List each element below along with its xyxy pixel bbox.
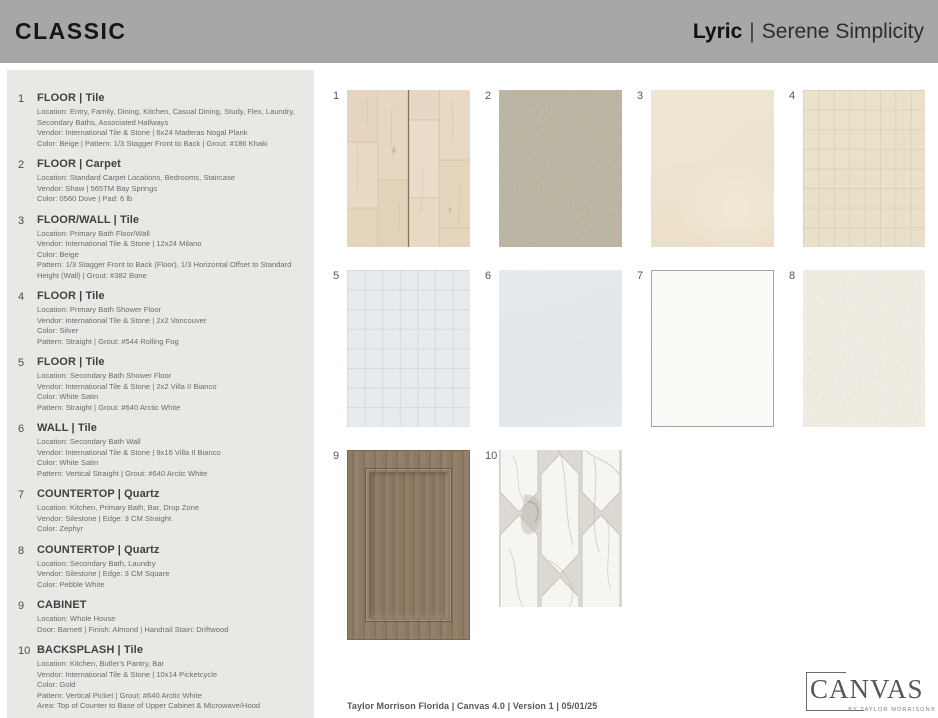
spec-detail: Color: Beige | Pattern: 1/3 Stagger Front to Back | Grout: #186 Khaki (37, 138, 268, 148)
swatch-number: 7 (637, 270, 644, 282)
spec-item-8 (15, 544, 300, 591)
palette-tagline: Serene Simplicity (761, 19, 924, 43)
carpet-texture-image (499, 90, 622, 247)
spec-number: 6 (18, 423, 25, 435)
spec-detail: Location: Secondary Bath Shower Floor (37, 371, 172, 380)
spec-title: COUNTERTOP | Quartz (37, 488, 160, 500)
swatch-6-villa-bianco-wall-tile (485, 270, 622, 427)
spec-detail: Vendor: International Tile & Stone | 9x16 Villa II Bianco (37, 447, 221, 457)
spec-item-5 (15, 356, 300, 413)
palette-name: Lyric (692, 19, 743, 43)
beige-mosaic-texture-image (803, 90, 925, 247)
spec-number: 4 (18, 291, 25, 303)
swatch-9-cabinet-door (333, 450, 470, 640)
swatch-number: 6 (485, 270, 492, 282)
logo-wordmark: CANVAS (810, 674, 924, 704)
spec-detail: Vendor: Shaw | 565TM Bay Springs (37, 183, 158, 193)
spec-detail: Location: Entry, Family, Dining, Kitchen, Casual Dining, Study, Flex, Laundry, Secondary Baths, Associated Hallways (37, 107, 295, 127)
header-bar (0, 0, 938, 63)
cabinet-center-panel (369, 472, 448, 618)
beige-tile-texture-image (651, 90, 774, 247)
spec-detail: Location: Kitchen, Butler's Pantry, Bar (37, 659, 165, 668)
spec-detail: Color: White Satin (37, 392, 99, 401)
spec-detail: Location: Primary Bath Shower Floor (37, 305, 162, 314)
swatch-number: 1 (333, 90, 340, 102)
spec-detail: Location: Whole House (37, 614, 116, 623)
swatch-number: 3 (637, 90, 644, 102)
spec-title: FLOOR | Tile (37, 290, 105, 302)
spec-detail: Color: 0560 Dove | Pad: 6 lb (37, 194, 133, 203)
spec-detail: Location: Secondary Bath, Laundry (37, 558, 156, 568)
spec-detail: Color: Beige (37, 249, 79, 259)
spec-detail: Vendor: Silestone | Edge: 3 CM Straight (37, 513, 172, 523)
spec-title: WALL | Tile (37, 422, 97, 434)
spec-item-2 (15, 158, 300, 205)
swatch-7-zephyr-quartz (637, 270, 774, 427)
swatch-2-bay-springs-carpet (485, 90, 622, 247)
canvas-logo (806, 670, 936, 716)
palette-title (693, 20, 924, 44)
spec-detail: Pattern: 1/3 Stagger Front to Back (Floor), 1/3 Horizontal Offset to Standard Height (Wall) | Grout: #382 Bone (37, 260, 292, 280)
footer-document-info: Taylor Morrison Florida | Canvas 4.0 | Version 1 | 05/01/25 (347, 701, 598, 711)
swatch-number: 10 (485, 450, 498, 462)
swatch-number: 4 (789, 90, 796, 102)
spec-detail: Color: White Satin (37, 458, 99, 467)
spec-title: FLOOR/WALL | Tile (37, 213, 140, 226)
logo-byline: BY TAYLOR MORRISON® (848, 707, 936, 713)
spec-item-7 (15, 488, 300, 535)
logo-frame-line (806, 672, 807, 711)
spec-detail: Vendor: International Tile & Stone | 2x2 Villa II Bianco (37, 381, 217, 391)
spec-item-9 (15, 599, 300, 635)
swatch-8-pebble-white-quartz (789, 270, 925, 427)
spec-detail: Vendor: International Tile & Stone | 6x24 Maderas Nogal Plank (37, 128, 248, 137)
spec-number: 7 (18, 489, 25, 501)
spec-number: 10 (18, 645, 31, 657)
spec-detail: Pattern: Straight | Grout: #544 Rolling Fog (37, 336, 179, 346)
swatch-board (314, 63, 938, 718)
white-mosaic-texture-image (347, 270, 470, 427)
picket-mosaic-texture-image (499, 450, 622, 607)
spec-detail: Location: Standard Carpet Locations, Bedrooms, Staircase (37, 173, 235, 182)
spec-detail: Location: Kitchen, Primary Bath, Bar, Drop Zone (37, 503, 200, 512)
swatch-number: 5 (333, 270, 340, 282)
spec-detail: Vendor: International Tile & Stone | 10x14 Picketcycle (37, 669, 218, 679)
swatch-5-villa-bianco-mosaic (333, 270, 470, 427)
spec-title: FLOOR | Tile (37, 356, 105, 368)
spec-number: 2 (18, 159, 25, 171)
spec-detail: Location: Secondary Bath Wall (37, 437, 141, 446)
cabinet-door-texture-image (347, 450, 470, 640)
palette-separator: | (749, 19, 755, 43)
spec-number: 1 (18, 93, 25, 105)
spec-detail: Location: Primary Bath Floor/Wall (37, 228, 150, 238)
spec-detail: Color: Zephyr (37, 524, 84, 533)
spec-detail: Color: Pebble White (37, 579, 105, 589)
spec-title: FLOOR | Tile (37, 92, 105, 104)
swatch-number: 9 (333, 450, 340, 462)
white-quartz-texture-image (651, 270, 774, 427)
swatch-number: 8 (789, 270, 796, 282)
spec-sidebar (7, 70, 314, 718)
spec-detail: Vendor: Silestone | Edge: 3 CM Square (37, 569, 170, 578)
swatch-1-maderas-nogal-plank (333, 90, 470, 247)
spec-title: FLOOR | Carpet (37, 158, 121, 170)
spec-detail: Pattern: Vertical Straight | Grout: #640 Arctic White (37, 468, 208, 478)
spec-item-6 (15, 422, 300, 479)
spec-detail: Vendor: International Tile & Stone | 12x24 Milano (37, 239, 202, 248)
speckled-quartz-texture-image (803, 270, 925, 427)
spec-item-1 (15, 92, 300, 149)
spec-detail: Area: Top of Counter to Base of Upper Cabinet & Microwave/Hood (37, 701, 261, 710)
spec-detail: Color: Silver (37, 326, 79, 335)
spec-detail: Vendor: International Tile & Stone | 2x2 Vancouver (37, 315, 207, 325)
spec-item-3 (15, 214, 300, 282)
swatch-3-milano-tile (637, 90, 774, 247)
spec-item-4 (15, 290, 300, 347)
spec-title: BACKSPLASH | Tile (37, 644, 144, 656)
spec-number: 8 (18, 544, 25, 557)
spec-title: COUNTERTOP | Quartz (37, 543, 160, 556)
spec-title: CABINET (37, 599, 87, 611)
spec-number: 9 (18, 600, 25, 612)
spec-detail: Pattern: Vertical Picket | Grout: #640 Arctic White (37, 690, 202, 700)
swatch-10-picket-mosaic (485, 450, 622, 607)
white-tile-texture-image (499, 270, 622, 427)
swatch-4-vancouver-mosaic (789, 90, 925, 247)
collection-title: CLASSIC (15, 18, 127, 44)
spec-detail: Door: Barnett | Finish: Almond | Handrail Stain: Driftwood (37, 624, 229, 634)
spec-number: 3 (18, 214, 25, 227)
wood-plank-texture-image (347, 90, 470, 247)
spec-item-10 (15, 644, 300, 712)
spec-detail: Pattern: Straight | Grout: #640 Arctic White (37, 402, 181, 412)
spec-number: 5 (18, 357, 25, 369)
spec-detail: Color: Gold (37, 680, 76, 689)
swatch-number: 2 (485, 90, 492, 102)
